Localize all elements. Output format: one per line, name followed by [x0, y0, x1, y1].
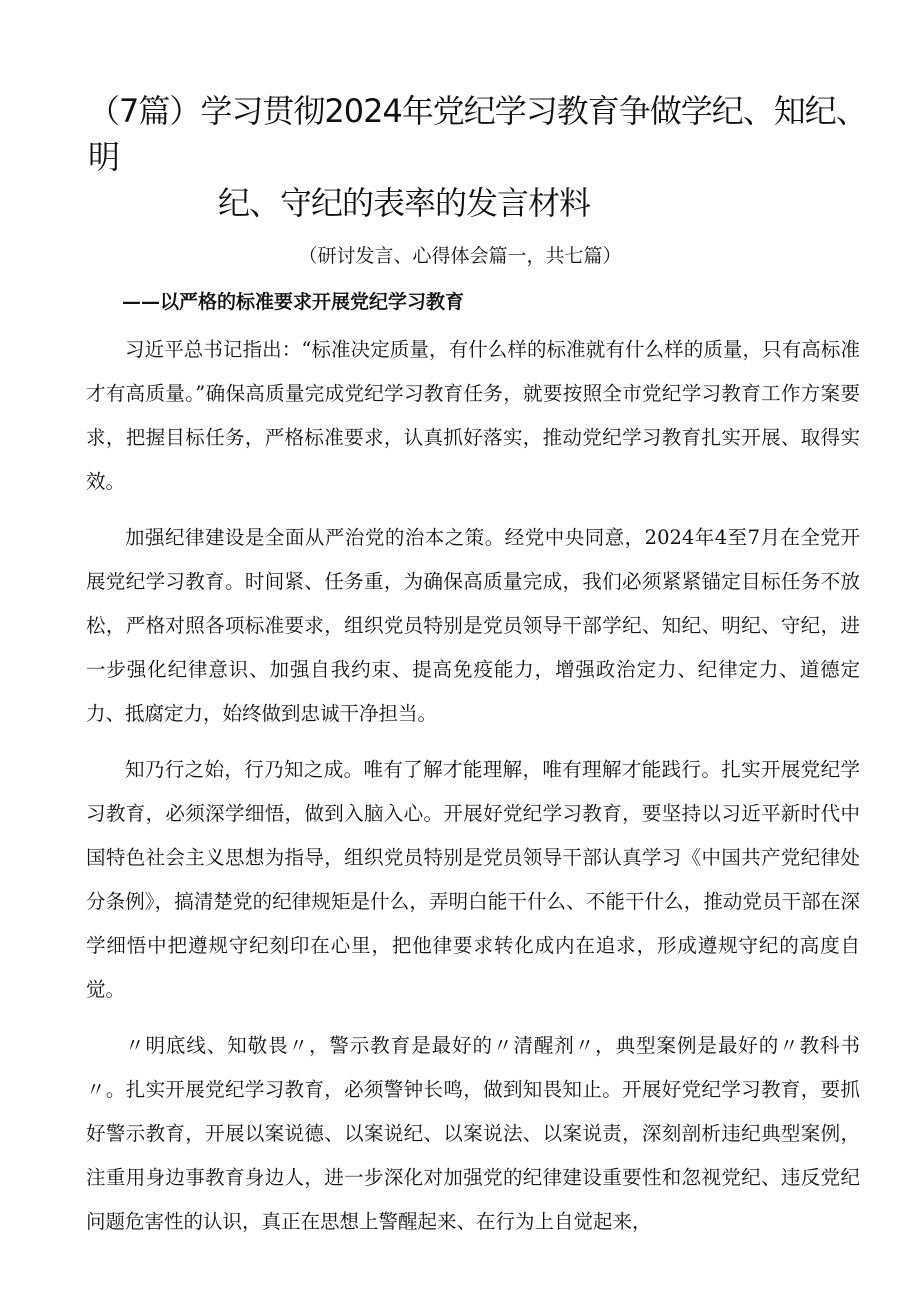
body-paragraph-2: 加强纪律建设是全面从严治党的治本之策。经党中央同意，2024年4至7月在全党开展党纪学习教育。时间紧、任务重，为确保高质量完成，我们必须紧紧锚定目标任务不放松，严格对照各项标准要求，组织党员特别是党员领导干部学纪、知纪、明纪、守纪，进一步强化纪律意识、加强自我约束、提高免疫能力，增强政治定力、纪律定力、道德定力、抵腐定力，始终做到忠诚干净担当。: [86, 526, 860, 725]
body-paragraph-4: 〃明底线、知敬畏〃，警示教育是最好的〃清醒剂〃，典型案例是最好的〃教科书〃。扎实开展党纪学习教育，必须警钟长鸣，做到知畏知止。开展好党纪学习教育，要抓好警示教育，开展以案说德、以案说纪、以案说法、以案说责，深刻剖析违纪典型案例，注重用身边事教育身边人，进一步深化对加强党的纪律建设重要性和忽视党纪、违反党纪问题危害性的认识，真正在思想上警醒起来、在行为上自觉起来，: [86, 1034, 860, 1233]
body-paragraph-1: 习近平总书记指出：“标准决定质量，有什么样的标准就有什么样的质量，只有高标准才有高质量。”确保高质量完成党纪学习教育任务，就要按照全市党纪学习教育工作方案要求，把握目标任务，严格标准要求，认真抓好落实，推动党纪学习教育扎实开展、取得实效。: [86, 338, 860, 493]
document-title: [88, 88, 878, 226]
document-title-line-2: 纪、守纪的表率的发言材料: [218, 184, 591, 222]
document-title-line-1: （7篇）学习贯彻2024年党纪学习教育争做学纪、知纪、明: [88, 92, 867, 176]
document-subtitle: （研讨发言、心得体会篇一，共七篇）: [298, 245, 622, 267]
body-paragraph-3: 知乃行之始，行乃知之成。唯有了解才能理解，唯有理解才能践行。扎实开展党纪学习教育，必须深学细悟，做到入脑入心。开展好党纪学习教育，要坚持以习近平新时代中国特色社会主义思想为指导，组织党员特别是党员领导干部认真学习《中国共产党纪律处分条例》，搞清楚党的纪律规矩是什么，弄明白能干什么、不能干什么，推动党员干部在深学细悟中把遵规守纪刻印在心里，把他律要求转化成内在追求，形成遵规守纪的高度自觉。: [86, 758, 860, 1001]
section-heading: ——以严格的标准要求开展党纪学习教育: [122, 291, 465, 313]
document-body: [86, 328, 860, 1256]
